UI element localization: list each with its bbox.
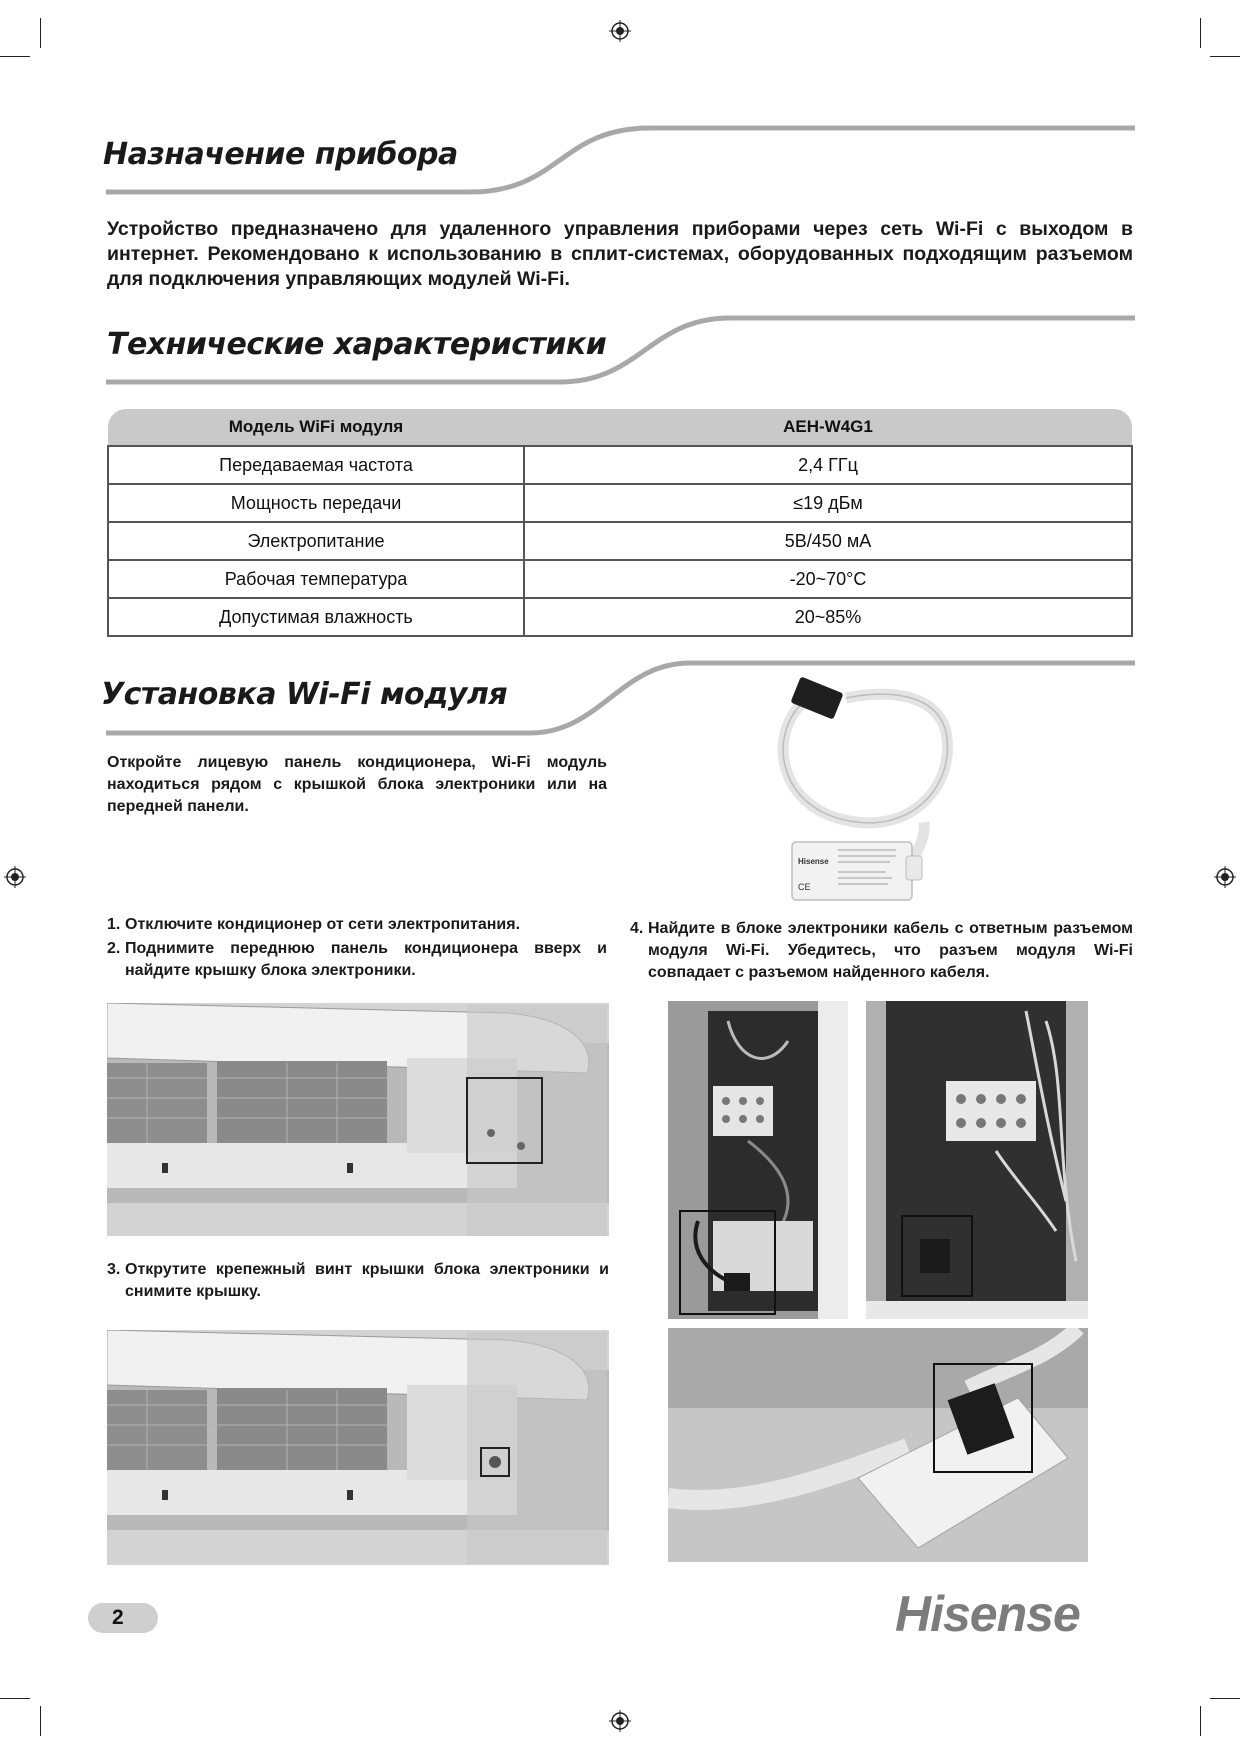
spec-param: Электропитание — [108, 522, 524, 560]
list-item — [107, 914, 607, 936]
spec-value: 2,4 ГГц — [524, 446, 1132, 484]
step-4 — [630, 918, 1133, 986]
step-number: 4. — [630, 920, 644, 937]
ce-mark-label: CE — [798, 882, 811, 892]
list-item — [630, 918, 1133, 984]
cover-screw-photo — [107, 1330, 609, 1565]
ac-panel-raised-photo — [107, 1003, 609, 1236]
list-item — [107, 938, 607, 982]
steps-left — [107, 914, 607, 984]
step-number: 2. — [107, 940, 121, 957]
list-item — [107, 1259, 609, 1303]
purpose-paragraph: Устройство предназначено для удаленного управления приборами через сеть Wi-Fi с выходом в интернет. Рекомендовано к использованию в сплит-системах, оборудованных подходящим разъемом для подключения управляющих модулей Wi-Fi. — [107, 218, 1133, 290]
electronics-box-cable-photo — [668, 1001, 848, 1319]
spec-value: -20~70°C — [524, 560, 1132, 598]
table-row — [108, 446, 1132, 484]
install-intro: Откройте лицевую панель кондиционера, Wi-Fi модуль находиться рядом с крышкой блока электроники или на передней панели. — [107, 754, 607, 815]
section-title-install: Установка Wi-Fi модуля — [101, 677, 508, 712]
spec-param: Допустимая влажность — [108, 598, 524, 636]
spec-value: 5В/450 мА — [524, 522, 1132, 560]
table-row — [108, 560, 1132, 598]
step-number: 1. — [107, 916, 121, 933]
wifi-module-illustration — [776, 672, 962, 908]
spec-header-label: Модель WiFi модуля — [108, 409, 524, 446]
terminal-block-photo — [866, 1001, 1088, 1319]
section-title-purpose: Назначение прибора — [103, 137, 458, 172]
step-text: Отключите кондиционер от сети электропитания. — [125, 916, 521, 933]
spec-table-header — [108, 409, 1132, 446]
step-text: Поднимите переднюю панель кондиционера вверх и найдите крышку блока электроники. — [125, 940, 607, 979]
table-row — [108, 598, 1132, 636]
spec-param: Передаваемая частота — [108, 446, 524, 484]
page-number: 2 — [88, 1603, 158, 1633]
spec-param: Мощность передачи — [108, 484, 524, 522]
spec-value: 20~85% — [524, 598, 1132, 636]
connector-closeup-photo — [668, 1328, 1088, 1562]
spec-value: ≤19 дБм — [524, 484, 1132, 522]
step-3 — [107, 1259, 609, 1305]
module-brand-label: Hisense — [798, 857, 829, 866]
spec-param: Рабочая температура — [108, 560, 524, 598]
step-text: Открутите крепежный винт крышки блока электроники и снимите крышку. — [125, 1261, 609, 1300]
spec-header-model: AEH-W4G1 — [524, 409, 1132, 446]
step-number: 3. — [107, 1261, 121, 1278]
table-row — [108, 522, 1132, 560]
table-row — [108, 484, 1132, 522]
step-text: Найдите в блоке электроники кабель с ответным разъемом модуля Wi-Fi. Убедитесь, что разъем модуля Wi-Fi совпадает с разъемом найденного кабеля. — [648, 920, 1133, 981]
brand-logo: Hisense — [895, 1586, 1080, 1642]
spec-table — [107, 409, 1133, 637]
section-title-specs: Технические характеристики — [107, 327, 607, 362]
